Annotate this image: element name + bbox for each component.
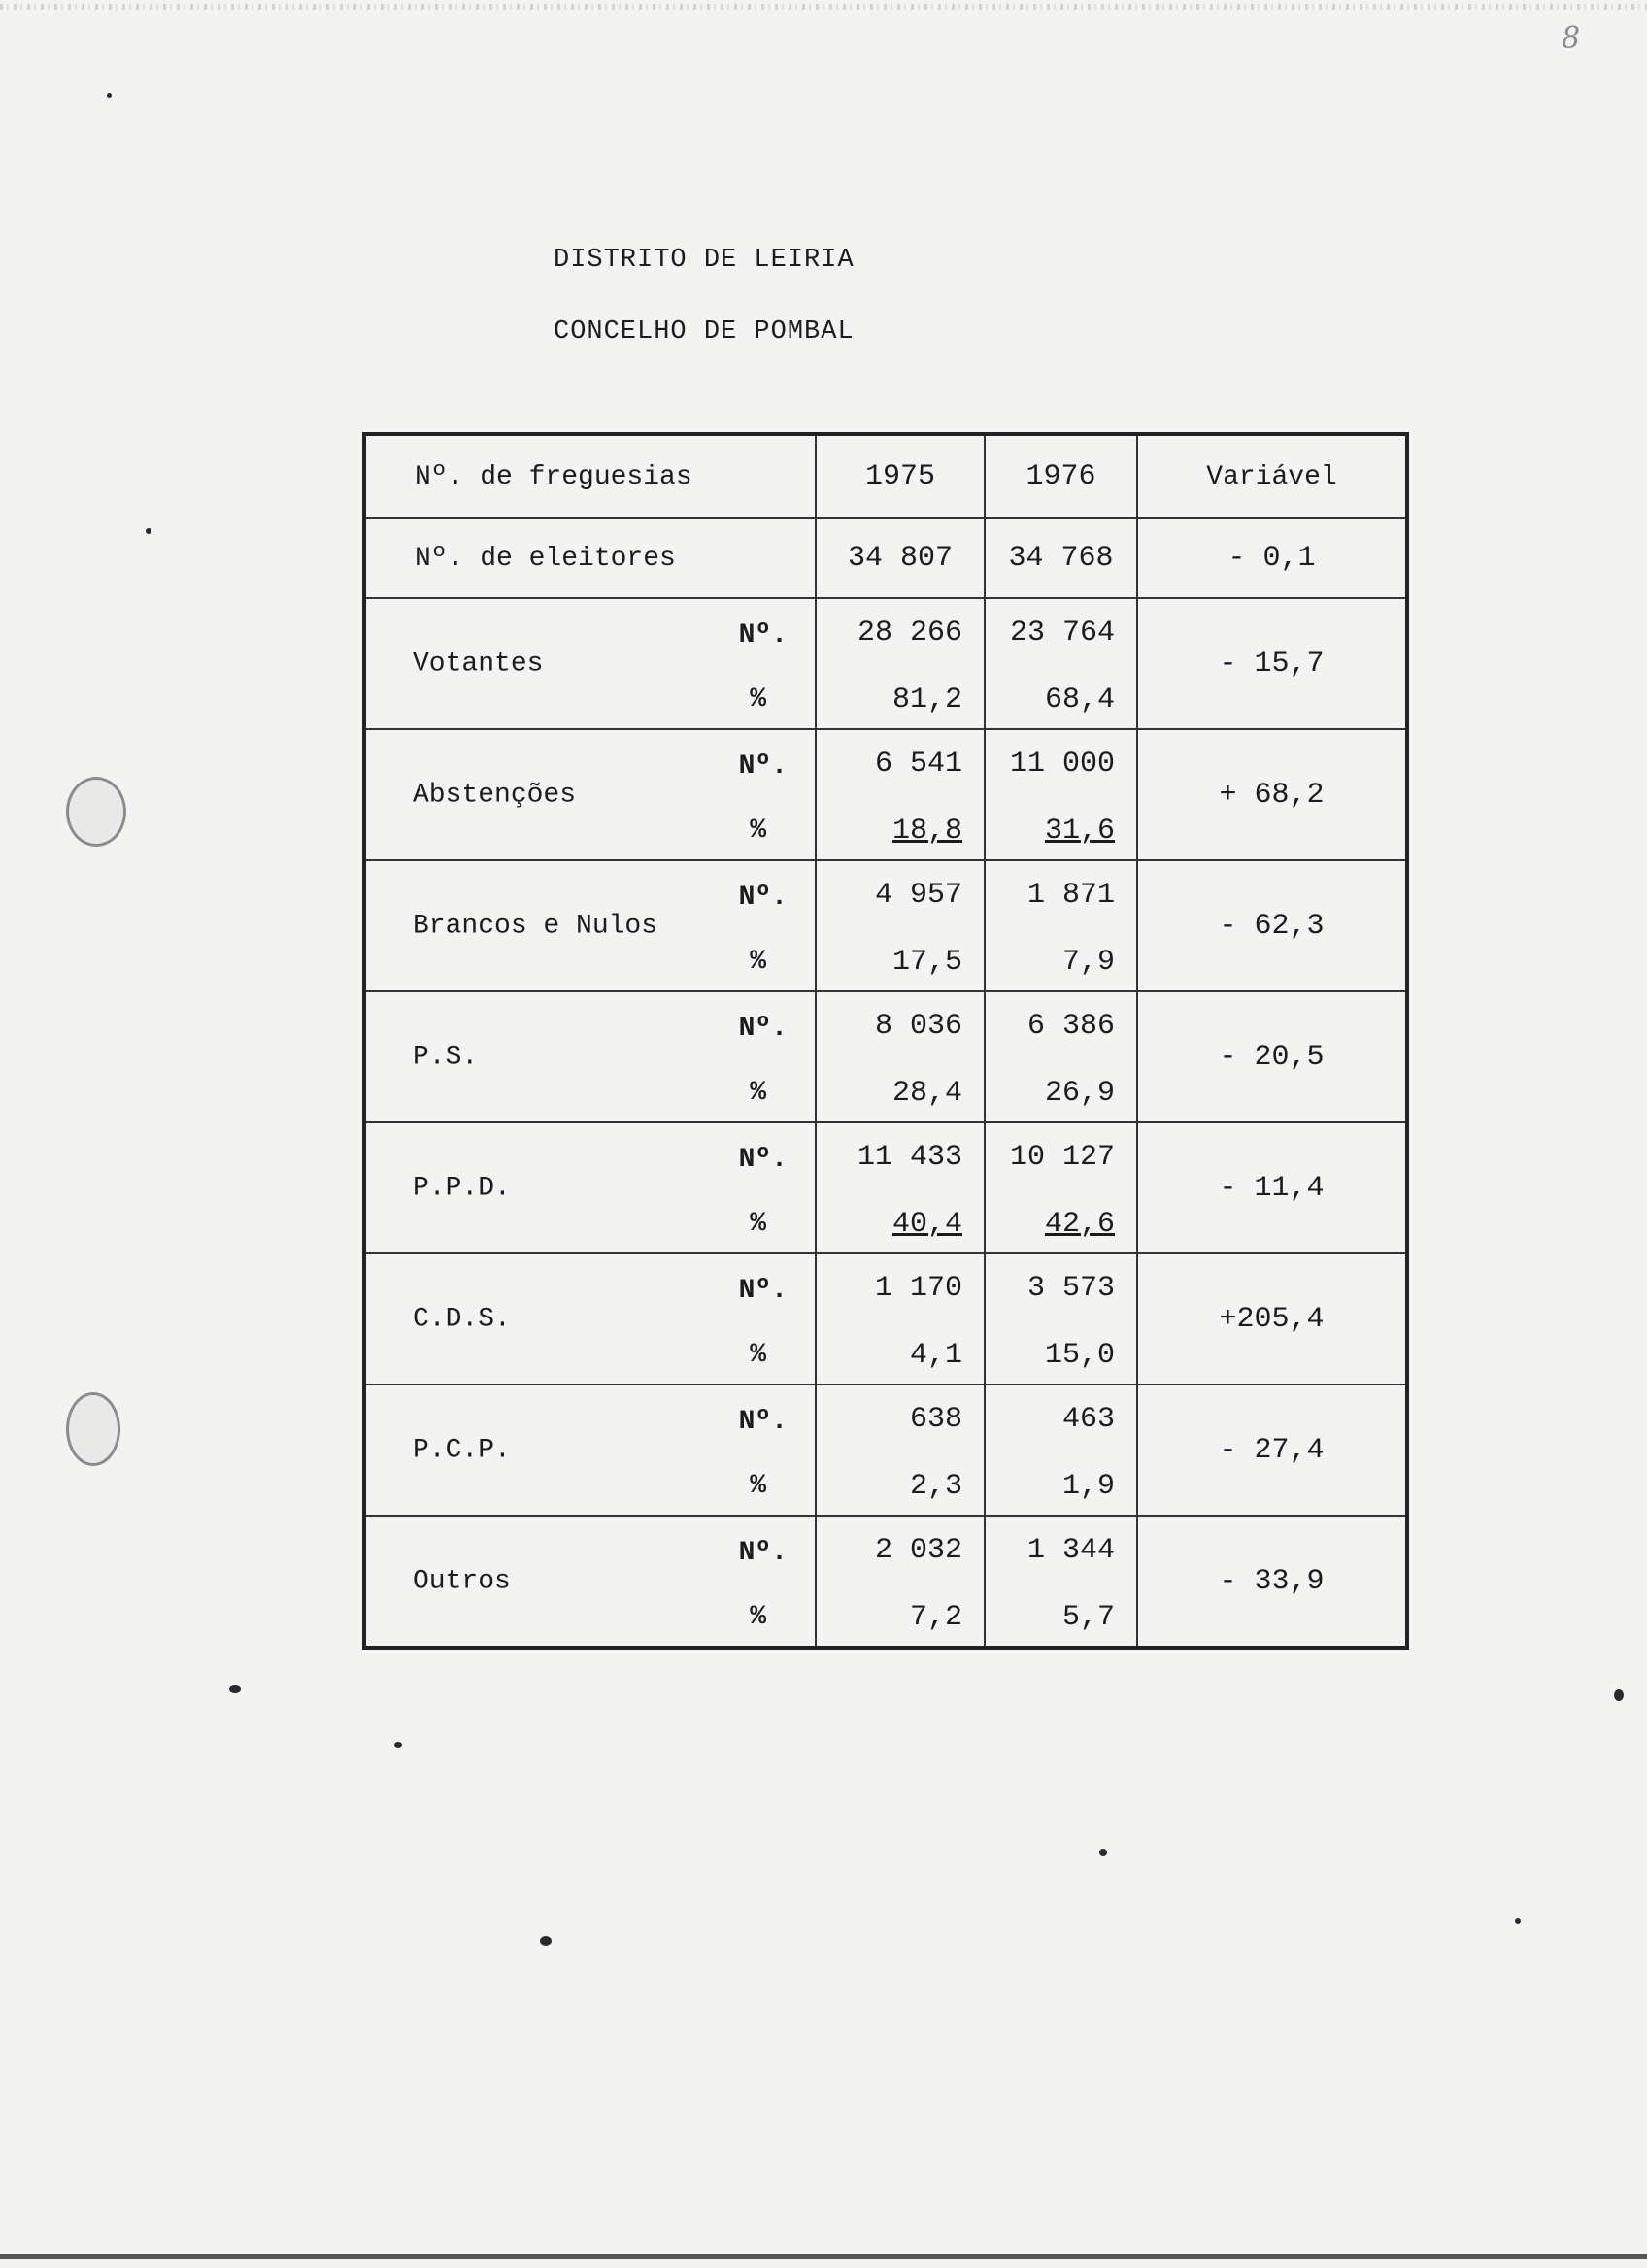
scan-bottom-edge [0,2254,1647,2259]
percent-1976: 15,0 [1044,1339,1115,1372]
row-label: C.D.S. [413,1304,511,1334]
table-row [364,1516,1407,1648]
percent-1975: 40,4 [891,1208,962,1241]
count-unit: Nº. [738,620,788,650]
table-row [364,991,1407,1122]
municipality-heading: CONCELHO DE POMBAL [554,317,855,347]
count-unit: Nº. [738,1538,788,1568]
row-variable: - 15,7 [1137,598,1407,729]
punch-hole-top [66,777,126,847]
count-1976: 11 000 [1009,748,1115,781]
percent-unit: % [750,947,766,977]
row-variable: +205,4 [1137,1253,1407,1384]
percent-unit: % [750,1471,766,1501]
row-variable: - 11,4 [1137,1122,1407,1253]
count-unit: Nº. [738,1276,788,1306]
count-unit: Nº. [738,883,788,913]
percent-1975: 28,4 [891,1077,962,1110]
speck [1614,1689,1624,1701]
percent-1976: 5,7 [1061,1601,1115,1634]
table-row [364,1253,1407,1384]
speck [1099,1849,1107,1856]
count-1975: 2 032 [874,1534,962,1567]
page-number-mark: 8 [1562,21,1581,55]
percent-1976: 1,9 [1061,1470,1115,1503]
count-1976: 463 [1061,1403,1115,1436]
parishes-label: Nº. de freguesias [364,434,816,518]
electors-variable: - 0,1 [1137,518,1407,598]
speck [107,93,112,98]
count-1976: 3 573 [1026,1272,1115,1305]
percent-1975: 81,2 [891,684,962,717]
table-row [364,729,1407,860]
row-label: Brancos e Nulos [413,911,658,941]
percent-1976: 31,6 [1044,815,1115,848]
count-1976: 10 127 [1009,1141,1115,1174]
electors-row [364,518,1407,598]
speck [146,528,151,534]
table-row [364,1122,1407,1253]
count-1975: 4 957 [874,879,962,912]
row-label: P.S. [413,1042,479,1072]
electors-1976: 34 768 [985,518,1137,598]
district-heading: DISTRITO DE LEIRIA [554,246,855,275]
count-unit: Nº. [738,751,788,782]
row-label: Abstenções [413,780,577,810]
year-1975-header: 1975 [816,434,985,518]
row-variable: - 62,3 [1137,860,1407,991]
count-unit: Nº. [738,1407,788,1437]
percent-1975: 2,3 [909,1470,962,1503]
variable-header: Variável [1137,434,1407,518]
speck [394,1742,402,1748]
row-variable: + 68,2 [1137,729,1407,860]
row-variable: - 27,4 [1137,1384,1407,1516]
count-1975: 638 [909,1403,962,1436]
header-row [364,434,1407,518]
row-variable: - 33,9 [1137,1516,1407,1648]
percent-1976: 26,9 [1044,1077,1115,1110]
table-row [364,860,1407,991]
percent-unit: % [750,1209,766,1239]
scan-top-edge [0,4,1647,10]
count-unit: Nº. [738,1014,788,1044]
percent-unit: % [750,816,766,846]
count-unit: Nº. [738,1145,788,1175]
count-1976: 6 386 [1026,1010,1115,1043]
row-label: Outros [413,1566,511,1596]
count-1975: 1 170 [874,1272,962,1305]
speck [540,1936,552,1946]
percent-1976: 42,6 [1044,1208,1115,1241]
percent-unit: % [750,1078,766,1108]
count-1975: 8 036 [874,1010,962,1043]
speck [1515,1918,1521,1924]
row-label: P.C.P. [413,1435,511,1465]
percent-1975: 17,5 [891,946,962,979]
table-row [364,598,1407,729]
percent-unit: % [750,1602,766,1632]
percent-1976: 68,4 [1044,684,1115,717]
percent-unit: % [750,684,766,715]
percent-unit: % [750,1340,766,1370]
percent-1975: 7,2 [909,1601,962,1634]
table-row [364,1384,1407,1516]
year-1976-header: 1976 [985,434,1137,518]
count-1976: 23 764 [1009,617,1115,650]
count-1975: 6 541 [874,748,962,781]
speck [229,1685,241,1693]
election-results-table [362,432,1409,1650]
electors-1975: 34 807 [816,518,985,598]
punch-hole-bottom [66,1392,120,1466]
row-variable: - 20,5 [1137,991,1407,1122]
row-label: Votantes [413,649,544,679]
percent-1975: 4,1 [909,1339,962,1372]
count-1976: 1 344 [1026,1534,1115,1567]
row-label: P.P.D. [413,1173,511,1203]
count-1975: 28 266 [857,617,962,650]
electors-label: Nº. de eleitores [364,518,816,598]
percent-1975: 18,8 [891,815,962,848]
percent-1976: 7,9 [1061,946,1115,979]
count-1975: 11 433 [857,1141,962,1174]
count-1976: 1 871 [1026,879,1115,912]
